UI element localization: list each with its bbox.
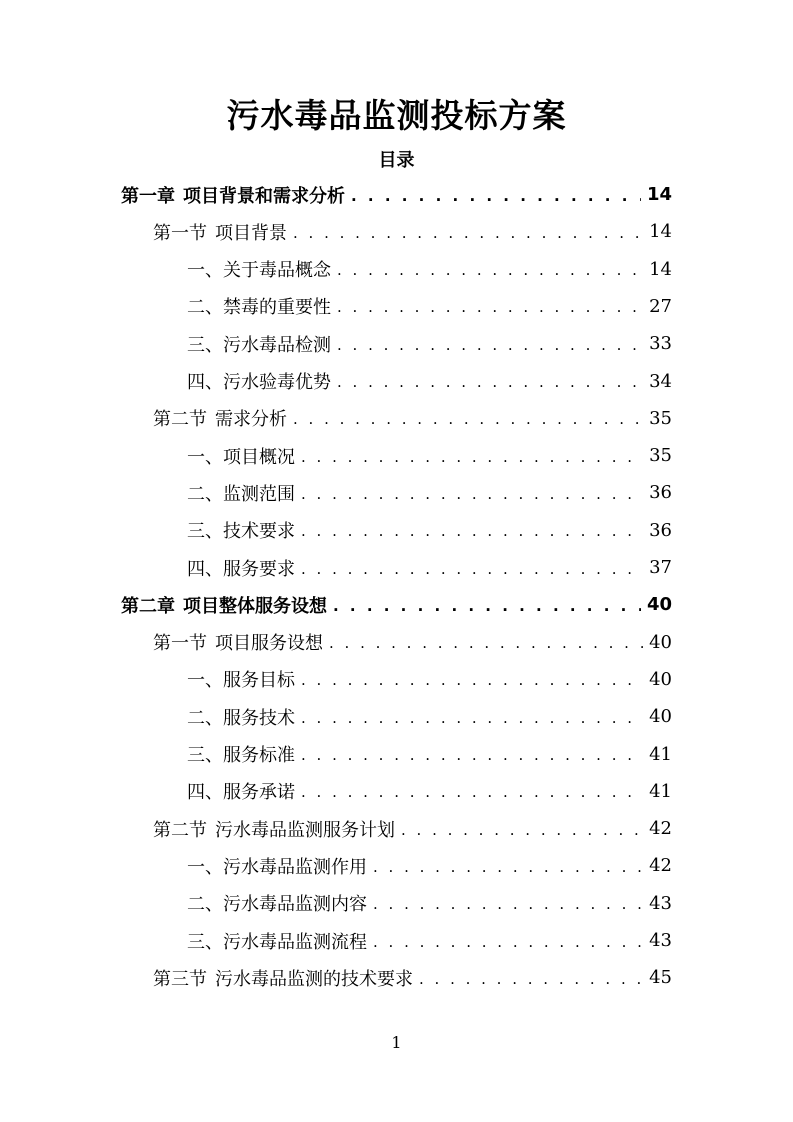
toc-entry-label	[187, 480, 295, 506]
toc-entry-label	[153, 965, 413, 991]
toc-dot-leader	[301, 671, 643, 689]
toc-subsection-entry[interactable]	[187, 549, 672, 586]
toc-entry-page: 41	[649, 743, 672, 765]
toc-entry-number: 二、	[187, 894, 223, 916]
toc-entry-number: 二、	[187, 483, 223, 505]
toc-dot-leader	[301, 560, 643, 578]
toc-subsection-entry[interactable]	[187, 661, 672, 698]
toc-entry-label	[153, 405, 287, 431]
toc-entry-page: 35	[649, 445, 672, 467]
toc-entry-text: 污水毒品检测	[223, 334, 331, 356]
toc-entry-label	[187, 331, 331, 357]
toc-entry-label	[187, 256, 331, 282]
toc-entry-page: 40	[649, 631, 672, 653]
toc-entry-text: 技术要求	[223, 521, 295, 543]
toc-subsection-entry[interactable]	[187, 885, 672, 922]
toc-entry-label	[187, 741, 295, 767]
toc-subsection-entry[interactable]	[187, 437, 672, 474]
toc-entry-page: 14	[649, 258, 672, 280]
toc-entry-page: 33	[649, 333, 672, 355]
toc-entry-label	[187, 778, 295, 804]
toc-subsection-entry[interactable]	[187, 512, 672, 549]
toc-entry-text: 污水毒品监测服务计划	[215, 819, 395, 841]
toc-entry-number: 一、	[187, 260, 223, 282]
toc-dot-leader	[301, 709, 643, 727]
toc-entry-text: 关于毒品概念	[223, 260, 331, 282]
toc-subsection-entry[interactable]	[187, 363, 672, 400]
toc-entry-text: 项目背景和需求分析	[183, 185, 345, 207]
toc-entry-number: 四、	[187, 782, 223, 804]
toc-section-entry[interactable]	[153, 959, 672, 996]
toc-dot-leader	[337, 298, 643, 316]
toc-entry-page: 14	[646, 184, 672, 205]
toc-entry-page: 36	[649, 519, 672, 541]
toc-entry-text: 服务承诺	[223, 782, 295, 804]
toc-subsection-entry[interactable]	[187, 736, 672, 773]
toc-entry-text: 项目概况	[223, 446, 295, 468]
toc-entry-page: 41	[649, 780, 672, 802]
page-number: 1	[391, 1033, 402, 1052]
toc-subsection-entry[interactable]	[187, 325, 672, 362]
toc-entry-number: 第一章	[121, 185, 175, 207]
toc-dot-leader	[301, 485, 643, 503]
toc-dot-leader	[301, 783, 643, 801]
toc-dot-leader	[293, 410, 643, 428]
toc-subsection-entry[interactable]	[187, 474, 672, 511]
toc-entry-number: 第一节	[153, 633, 207, 655]
toc-section-entry[interactable]	[153, 624, 672, 661]
toc-entry-text: 项目服务设想	[215, 633, 323, 655]
toc-section-entry[interactable]	[153, 810, 672, 847]
toc-subsection-entry[interactable]	[187, 288, 672, 325]
toc-entry-number: 三、	[187, 521, 223, 543]
toc-entry-text: 项目整体服务设想	[183, 595, 327, 617]
toc-entry-page: 36	[649, 482, 672, 504]
toc-entry-number: 二、	[187, 297, 223, 319]
toc-dot-leader	[419, 970, 643, 988]
toc-entry-page: 40	[649, 706, 672, 728]
toc-entry-number: 第三节	[153, 968, 207, 990]
toc-entry-text: 服务要求	[223, 558, 295, 580]
toc-subsection-entry[interactable]	[187, 698, 672, 735]
toc-entry-text: 污水验毒优势	[223, 372, 331, 393]
toc-entry-number: 三、	[187, 334, 223, 356]
toc-entry-text: 污水毒品监测内容	[223, 894, 367, 916]
toc-entry-text: 污水毒品监测流程	[223, 931, 367, 953]
toc-dot-leader	[401, 821, 643, 839]
toc-entry-number: 四、	[187, 558, 223, 580]
toc-entry-number: 第二节	[153, 819, 207, 841]
toc-entry-label	[187, 293, 331, 319]
toc-dot-leader	[337, 336, 643, 354]
toc-entry-label	[187, 704, 295, 730]
toc-entry-text: 污水毒品监测作用	[223, 856, 367, 878]
toc-entry-label	[187, 517, 295, 543]
toc-entry-text: 服务目标	[223, 670, 295, 692]
toc-section-entry[interactable]	[153, 400, 672, 437]
toc-entry-text: 监测范围	[223, 483, 295, 505]
toc-entry-label	[121, 182, 345, 208]
toc-subsection-entry[interactable]	[187, 922, 672, 959]
toc-subsection-entry[interactable]	[187, 847, 672, 884]
toc-subsection-entry[interactable]	[187, 251, 672, 288]
toc-dot-leader	[329, 634, 643, 652]
toc-entry-page: 40	[649, 668, 672, 690]
toc-dot-leader	[351, 187, 641, 205]
toc-entry-number: 三、	[187, 931, 223, 953]
toc-entry-page: 43	[649, 930, 672, 951]
toc-entry-label	[153, 816, 395, 842]
toc-entry-number: 第二章	[121, 595, 175, 617]
toc-entry-page: 45	[649, 967, 672, 989]
toc-entry-page: 34	[649, 370, 672, 392]
toc-entry-number: 一、	[187, 856, 223, 878]
toc-entry-number: 二、	[187, 707, 223, 729]
toc-dot-leader	[373, 895, 643, 913]
toc-entry-label	[187, 666, 295, 692]
toc-dot-leader	[373, 858, 643, 876]
toc-entry-number: 一、	[187, 670, 223, 692]
toc-entry-number: 第二节	[153, 409, 207, 431]
toc-entry-text: 需求分析	[215, 409, 287, 431]
toc-entry-label	[187, 555, 295, 581]
toc-entry-label	[187, 443, 295, 469]
toc-entry-page: 37	[649, 557, 672, 578]
toc-entry-label	[153, 219, 287, 245]
toc-heading: 目录	[378, 150, 415, 171]
toc-entry-number: 四、	[187, 372, 223, 393]
toc-dot-leader	[333, 597, 641, 615]
toc-dot-leader	[301, 746, 643, 764]
toc-entry-number: 第一节	[153, 222, 207, 244]
toc-entry-label	[153, 629, 323, 655]
toc-entry-label	[187, 853, 367, 879]
toc-entry-page: 40	[646, 594, 672, 616]
toc-section-entry[interactable]	[153, 213, 672, 250]
toc-dot-leader	[301, 522, 643, 540]
toc-entry-text: 禁毒的重要性	[223, 297, 331, 319]
toc-chapter-entry[interactable]	[121, 176, 672, 213]
toc-entry-page: 27	[649, 295, 672, 317]
toc-dot-leader	[301, 448, 643, 466]
toc-entry-page: 42	[649, 855, 672, 877]
toc-entry-label	[187, 368, 331, 394]
toc-entry-number: 三、	[187, 745, 223, 766]
toc-entry-label	[121, 592, 327, 618]
toc-entry-page: 43	[649, 892, 672, 914]
toc-dot-leader	[337, 373, 643, 391]
toc-entry-page: 42	[649, 818, 672, 840]
toc-entry-page: 14	[649, 221, 672, 243]
toc-entry-label	[187, 928, 367, 954]
toc-entry-text: 服务标准	[223, 745, 295, 766]
toc-entry-text: 污水毒品监测的技术要求	[215, 968, 413, 990]
toc-chapter-entry[interactable]	[121, 586, 672, 623]
toc-entry-number: 一、	[187, 446, 223, 468]
toc-entry-label	[187, 890, 367, 916]
toc-dot-leader	[293, 224, 643, 242]
toc-dot-leader	[337, 261, 643, 279]
toc-entry-text: 服务技术	[223, 707, 295, 729]
document-title: 污水毒品监测投标方案	[226, 96, 567, 135]
toc-entry-text: 项目背景	[215, 222, 287, 244]
toc-subsection-entry[interactable]	[187, 773, 672, 810]
toc-entry-page: 35	[649, 407, 672, 429]
toc-dot-leader	[373, 933, 643, 951]
